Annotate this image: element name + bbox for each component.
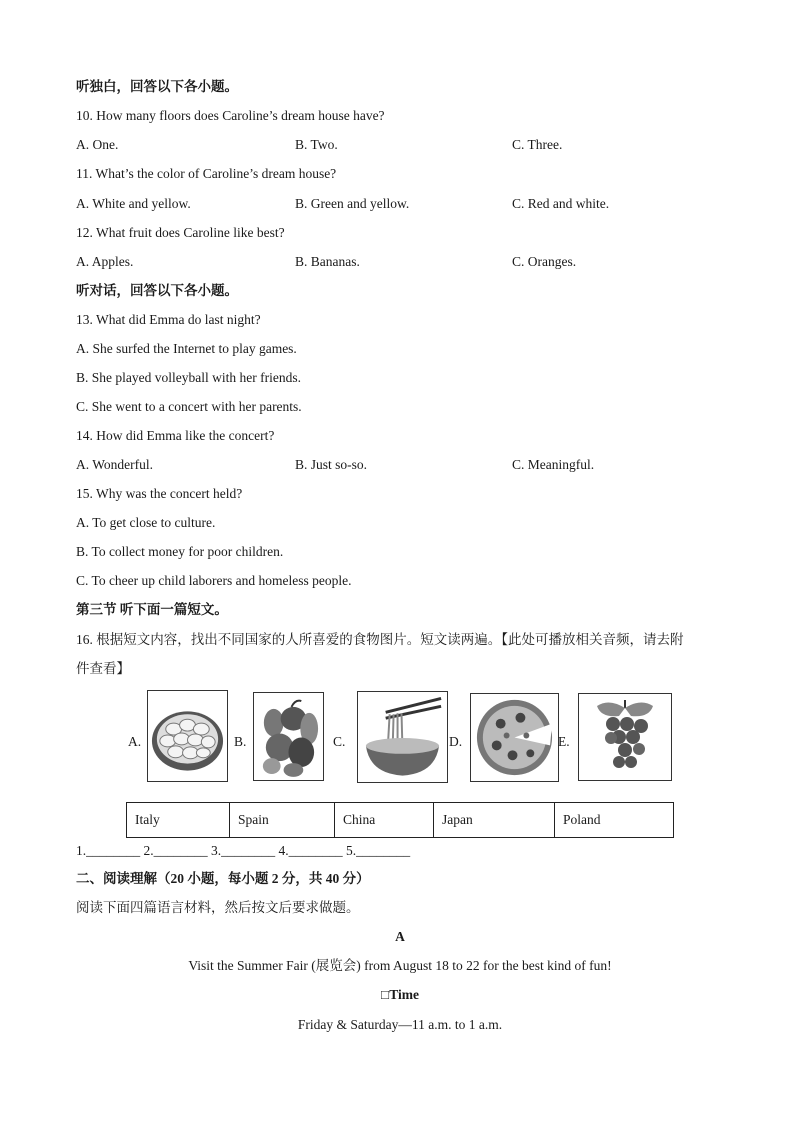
question-12-option-c: C. Oranges. xyxy=(512,254,577,269)
section-heading-reading: 二、阅读理解（20 小题，每小题 2 分，共 40 分） xyxy=(76,871,370,886)
question-12-stem: 12. What fruit does Caroline like best? xyxy=(76,225,285,240)
table-row xyxy=(127,803,674,838)
dumplings-icon xyxy=(147,690,228,782)
question-15-option-c: C. To cheer up child laborers and homeless people. xyxy=(76,573,352,588)
picture-a-label: A. xyxy=(128,734,142,749)
question-10-option-a: A. One. xyxy=(76,137,119,152)
question-13-stem: 13. What did Emma do last night? xyxy=(76,312,261,327)
question-13-option-c: C. She went to a concert with her parents. xyxy=(76,399,302,414)
passage-a-time-heading: □Time xyxy=(381,987,419,1002)
picture-c-label: C. xyxy=(333,734,346,749)
question-11-option-a: A. White and yellow. xyxy=(76,196,191,211)
question-13-option-a: A. She surfed the Internet to play games. xyxy=(76,341,297,356)
country-cell-italy: Italy xyxy=(127,803,230,838)
question-12-option-b: B. Bananas. xyxy=(295,254,360,269)
question-15-option-a: A. To get close to culture. xyxy=(76,515,216,530)
grapes-icon xyxy=(578,693,672,781)
section-heading-part3: 第三节 听下面一篇短文。 xyxy=(76,602,228,617)
question-14-option-a: A. Wonderful. xyxy=(76,457,154,472)
section-heading-monologue: 听独白，回答以下各小题。 xyxy=(76,79,238,94)
question-11-option-c: C. Red and white. xyxy=(512,196,610,211)
country-cell-poland: Poland xyxy=(555,803,674,838)
section-heading-dialogue: 听对话，回答以下各小题。 xyxy=(76,283,238,298)
question-15-stem: 15. Why was the concert held? xyxy=(76,486,243,501)
pizza-icon xyxy=(470,693,559,782)
noodles-icon xyxy=(357,691,448,783)
question-16-stem-line2: 件查看】 xyxy=(76,661,130,676)
countries-table xyxy=(126,802,674,838)
question-10-stem: 10. How many floors does Caroline’s dream house have? xyxy=(76,108,385,123)
picture-e-label: E. xyxy=(558,734,570,749)
picture-d-label: D. xyxy=(449,734,463,749)
question-11-option-b: B. Green and yellow. xyxy=(295,196,410,211)
passage-a-time-line: Friday & Saturday—11 a.m. to 1 a.m. xyxy=(297,1017,503,1032)
country-cell-spain: Spain xyxy=(230,803,335,838)
question-11-stem: 11. What’s the color of Caroline’s dream house? xyxy=(76,166,337,181)
question-16-stem-line1: 16. 根据短文内容，找出不同国家的人所喜爱的食物图片。短文读两遍。【此处可播放相关音频，请去附 xyxy=(76,632,684,647)
question-10-option-c: C. Three. xyxy=(512,137,563,152)
answer-blanks: 1.________ 2.________ 3.________ 4.________ 5.________ xyxy=(76,843,411,858)
country-cell-china: China xyxy=(335,803,434,838)
vegetables-icon xyxy=(253,692,324,781)
question-14-option-b: B. Just so-so. xyxy=(295,457,368,472)
reading-instructions: 阅读下面四篇语言材料，然后按文后要求做题。 xyxy=(76,900,360,915)
passage-a-line1: Visit the Summer Fair (展览会) from August 18 to 22 for the best kind of fun! xyxy=(188,958,612,973)
question-13-option-b: B. She played volleyball with her friends. xyxy=(76,370,301,385)
question-14-option-c: C. Meaningful. xyxy=(512,457,595,472)
question-12-option-a: A. Apples. xyxy=(76,254,134,269)
picture-b-label: B. xyxy=(234,734,247,749)
country-cell-japan: Japan xyxy=(434,803,555,838)
question-10-option-b: B. Two. xyxy=(295,137,338,152)
passage-a-title: A xyxy=(395,929,405,944)
question-15-option-b: B. To collect money for poor children. xyxy=(76,544,284,559)
question-14-stem: 14. How did Emma like the concert? xyxy=(76,428,275,443)
